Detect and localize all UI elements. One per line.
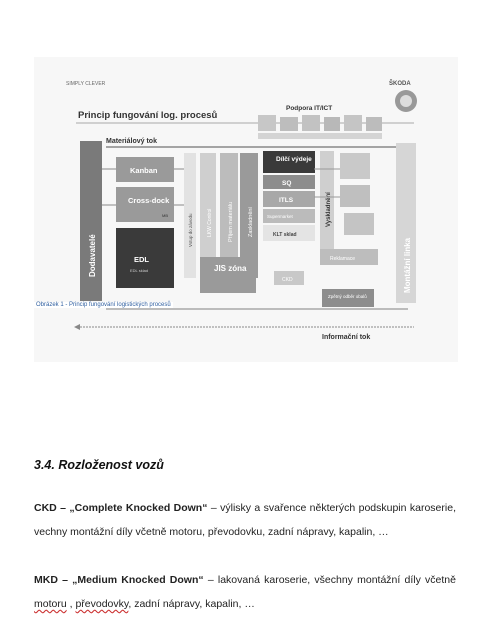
jis-label: JIS zóna [214, 264, 247, 273]
diagram-title: Princip fungování log. procesů [78, 110, 218, 121]
figure-caption: Obrázek 1 - Princip fungování logistických procesů [36, 302, 171, 308]
crossdock-label: Cross-dock [128, 196, 170, 205]
logistics-figure [34, 57, 458, 362]
info-flow-label: Informační tok [322, 334, 371, 341]
rfid-icon [366, 117, 382, 131]
brand-right: ŠKODA [389, 81, 411, 87]
mkd-text-a: – lakovaná karoserie, všechny montážní díly včetně [203, 574, 456, 586]
process-diagram [34, 57, 458, 362]
ckd-label: CKD [282, 277, 293, 283]
ckd-term: CKD – „Complete Knocked Down“ [34, 502, 208, 514]
input-label: Vstup do závodu [188, 213, 193, 247]
edl-label: EDL [134, 255, 149, 264]
container-icon [344, 213, 374, 235]
scanner-icon [302, 115, 320, 131]
mkd-spellcheck-prevodovky: převodovky [75, 598, 129, 610]
assembly-line-label: Montážní linka [403, 237, 412, 293]
mkd-spellcheck-motoru: motoru [34, 598, 67, 610]
supermarket-label: Supermarket [267, 214, 293, 219]
brand-left: SIMPLY CLEVER [66, 81, 106, 87]
ckd-paragraph [34, 496, 456, 544]
receipt-label: Příjem materiálu [228, 201, 234, 242]
storage-label: Zaskladnění [248, 207, 254, 237]
forklift-icon [340, 153, 370, 179]
itls-label: ITLS [279, 197, 294, 204]
tugger-train-icon [340, 185, 370, 207]
edl-sub: EDL sklad [130, 268, 149, 273]
crossdock-sub: MB [162, 213, 168, 218]
reklamace-label: Reklamace [330, 256, 356, 262]
mkd-text-b: , zadní nápravy, kapalin, … [128, 598, 255, 610]
mkd-paragraph [34, 568, 456, 616]
section-heading: 3.4. Rozloženost vozů [34, 458, 164, 472]
lkw-label: LKW Control [207, 208, 213, 237]
computer-icon [280, 117, 298, 131]
mkd-separator: , [66, 598, 76, 610]
sq-label: SQ [282, 180, 292, 187]
material-flow-label: Materiálový tok [106, 138, 157, 145]
printer-icon [344, 115, 362, 131]
support-label: Podpora IT/ICT [286, 105, 333, 112]
ckd-text: – výlisky a svařence některých podskupin karoserie, vechny montážní díly včetně motoru, převodovku, zadní nápravy, kapalin, … [34, 502, 456, 538]
return-label: Zpětný odběr obalů [328, 294, 367, 299]
dispatch-label: Vyskladnění [326, 192, 332, 227]
klt-label: KLT sklad [273, 232, 297, 238]
partial-label: Dílčí výdeje [276, 156, 312, 163]
supplier-label: Dodavatelé [88, 234, 97, 277]
jis-block [200, 257, 256, 293]
server-icon [258, 115, 276, 131]
mkd-term: MKD – „Medium Knocked Down“ [34, 574, 204, 586]
terminal-icon [324, 117, 340, 131]
kanban-label: Kanban [130, 166, 158, 175]
